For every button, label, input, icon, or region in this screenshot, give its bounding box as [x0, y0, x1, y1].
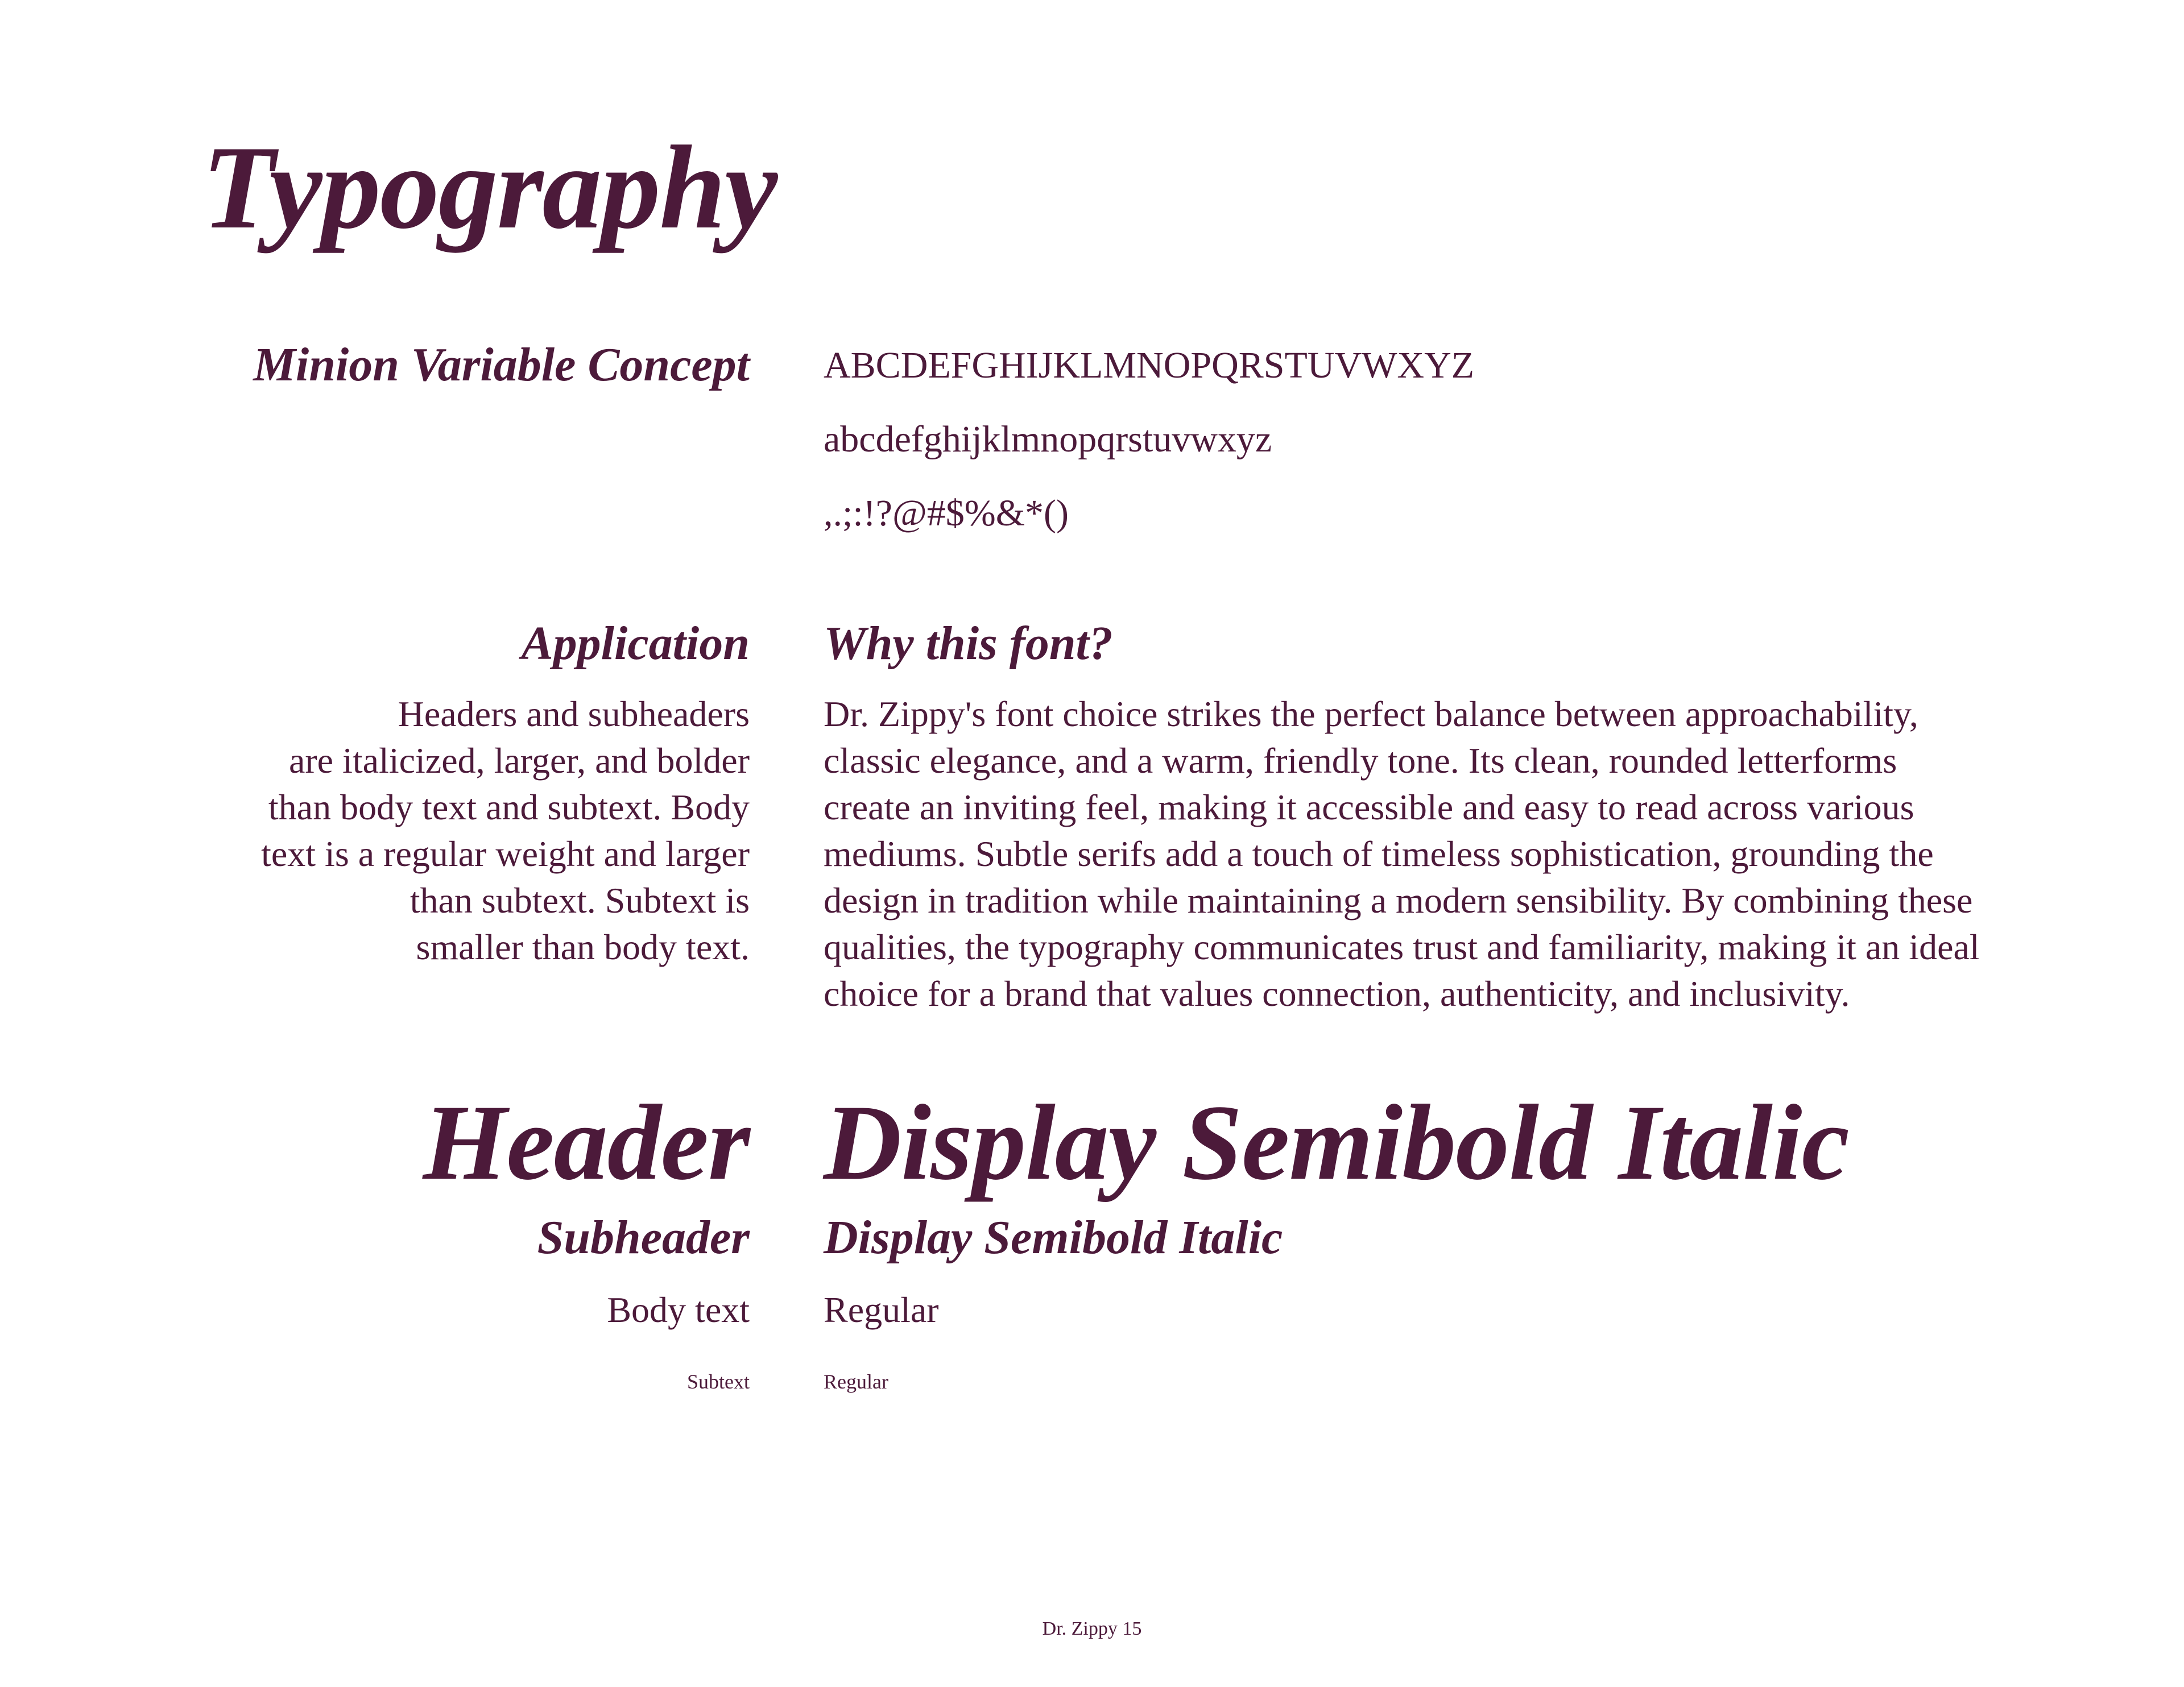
subheader-label: Subheader — [537, 1211, 750, 1264]
font-name: Minion Variable Concept — [253, 338, 750, 391]
application-line: text is a regular weight and larger — [261, 834, 750, 874]
page-footer: Dr. Zippy 15 — [1042, 1618, 1142, 1639]
application-line: than body text and subtext. Body — [268, 787, 750, 827]
glyphs-lowercase: abcdefghijklmnopqrstuvwxyz — [824, 418, 1272, 460]
application-line: smaller than body text. — [416, 927, 750, 967]
subtext-label: Subtext — [686, 1370, 750, 1393]
why-line: classic elegance, and a warm, friendly tone. Its clean, rounded letterforms — [824, 740, 1897, 781]
application-text — [181, 691, 750, 971]
why-line: qualities, the typography communicates trust and familiarity, making it an ideal — [824, 927, 1980, 967]
application-heading: Application — [521, 617, 750, 670]
why-text — [824, 691, 1980, 1017]
why-line: design in tradition while maintaining a modern sensibility. By combining these — [824, 880, 1973, 921]
glyphs-uppercase: ABCDEFGHIJKLMNOPQRSTUVWXYZ — [824, 345, 1475, 386]
application-line: than subtext. Subtext is — [410, 880, 750, 921]
body-text-label: Body text — [607, 1290, 750, 1330]
application-line: Headers and subheaders — [398, 694, 750, 734]
why-line: mediums. Subtle serifs add a touch of timeless sophistication, grounding the — [824, 834, 1934, 874]
page-title: Typography — [202, 122, 777, 254]
application-line: are italicized, larger, and bolder — [288, 740, 750, 781]
glyphs-punctuation: ,.;:!?@#$%&*() — [824, 492, 1069, 534]
why-line: create an inviting feel, making it accessible and easy to read across various — [824, 787, 1914, 827]
header-label: Header — [423, 1083, 750, 1203]
why-line: Dr. Zippy's font choice strikes the perfect balance between approachability, — [824, 694, 1918, 734]
body-text-style: Regular — [824, 1290, 939, 1330]
header-style: Display Semibold Italic — [824, 1083, 1850, 1203]
subheader-style: Display Semibold Italic — [824, 1211, 1283, 1264]
subtext-style: Regular — [824, 1370, 888, 1393]
why-line: choice for a brand that values connection, authenticity, and inclusivity. — [824, 973, 1850, 1014]
why-heading: Why this font? — [824, 617, 1113, 670]
